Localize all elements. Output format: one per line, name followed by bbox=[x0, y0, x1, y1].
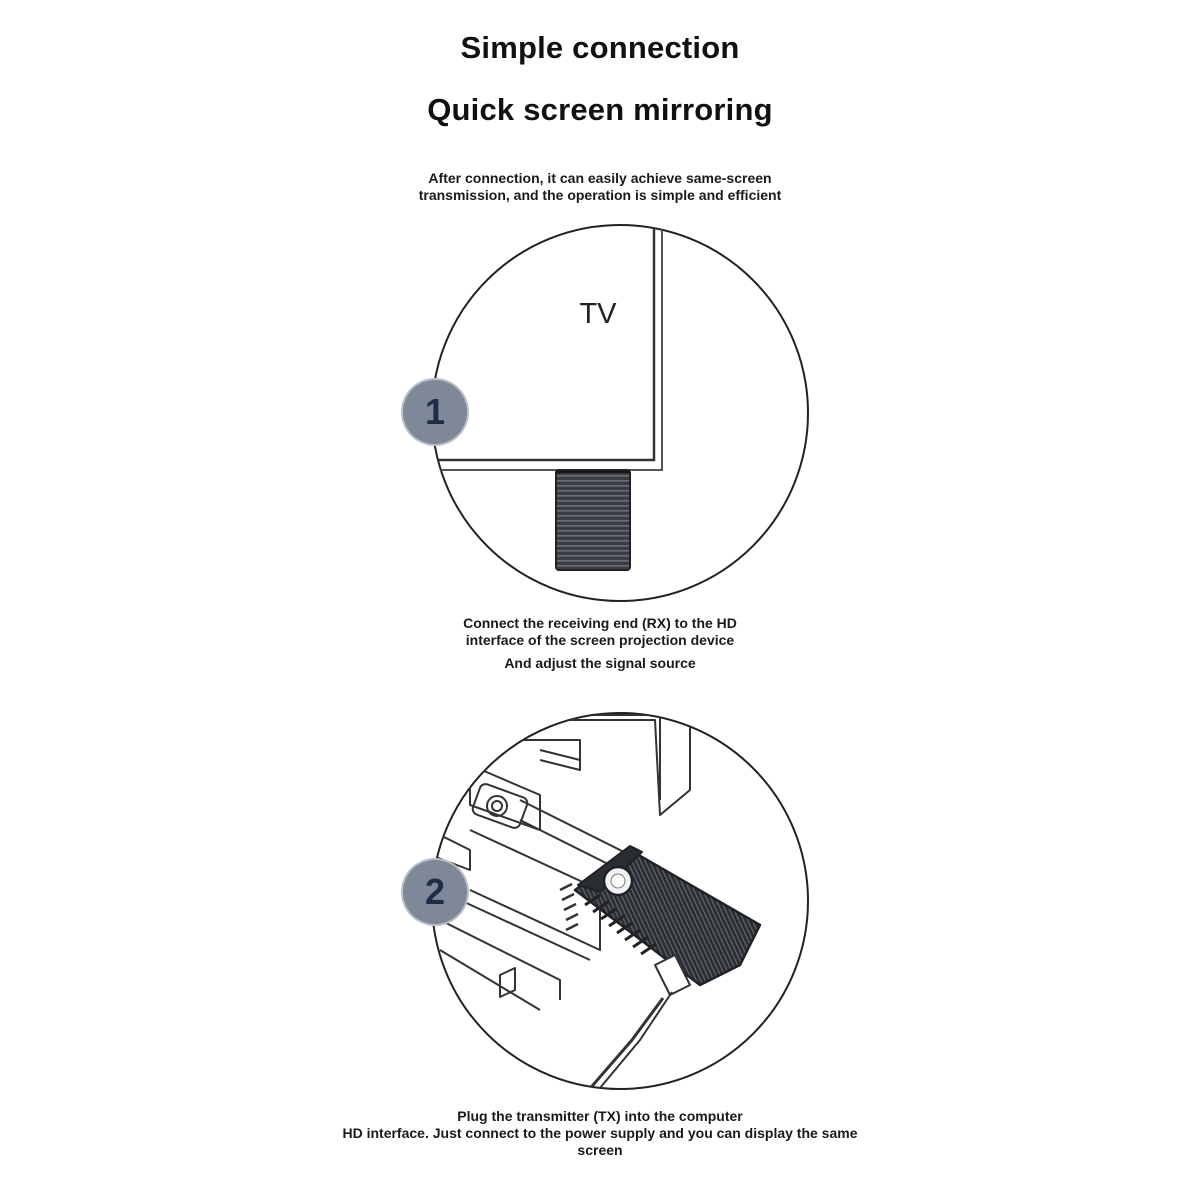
tv-label: TV bbox=[579, 298, 617, 330]
step-2-badge: 2 bbox=[403, 860, 467, 924]
step2-caption-line-1: Plug the transmitter (TX) into the computer bbox=[457, 1108, 743, 1124]
rx-dongle-icon bbox=[556, 470, 630, 570]
step2-caption bbox=[0, 1108, 1200, 1159]
step1-caption bbox=[0, 615, 1200, 672]
step1-caption-line-1: Connect the receiving end (RX) to the HD bbox=[463, 615, 737, 631]
intro-line-2: transmission, and the operation is simple and efficient bbox=[418, 187, 782, 203]
step2-caption-line-3: screen bbox=[577, 1142, 623, 1158]
step1-caption-line-3: And adjust the signal source bbox=[504, 655, 696, 671]
step1-caption-line-2: interface of the screen projection device bbox=[465, 632, 735, 648]
step-1-badge: 1 bbox=[403, 380, 467, 444]
intro-line-1: After connection, it can easily achieve same-screen bbox=[428, 170, 772, 186]
step2-illustration bbox=[430, 700, 808, 1100]
step2-caption-line-2: HD interface. Just connect to the power supply and you can display the same bbox=[342, 1125, 858, 1141]
step1-illustration bbox=[420, 215, 808, 601]
page-title: Simple connection bbox=[460, 30, 740, 65]
page-subtitle: Quick screen mirroring bbox=[427, 92, 773, 127]
